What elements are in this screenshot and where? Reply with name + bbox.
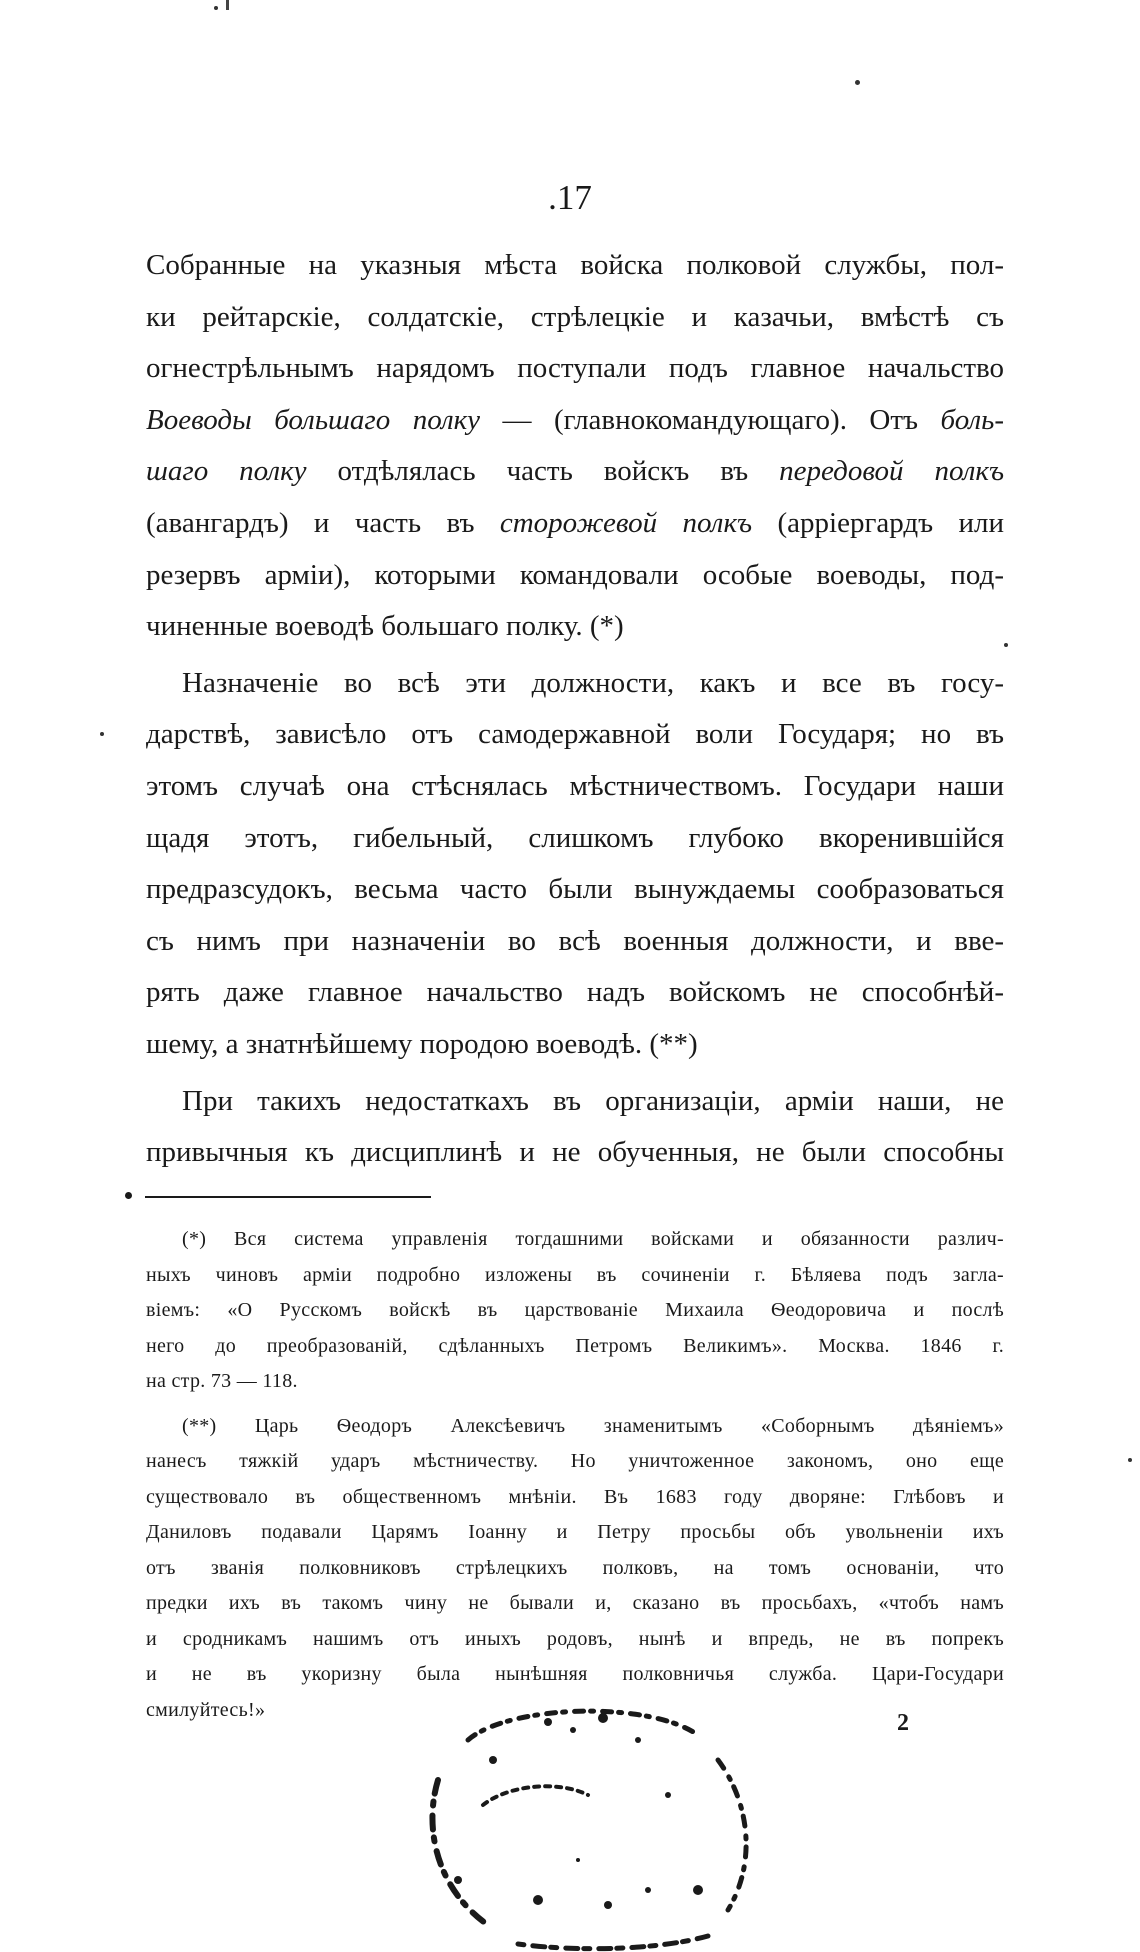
italic-phrase: шаго полку	[146, 455, 307, 488]
text-line: съ нимъ при назначеніи во всѣ военныя должности, и вве-	[146, 924, 1004, 957]
footnote-line: и сродникамъ нашимъ отъ иныхъ родовъ, нынѣ и впредь, не въ попрекъ	[146, 1627, 1004, 1650]
scan-speck	[855, 80, 860, 85]
text-line: При такихъ недостаткахъ въ организаціи, арміи наши, не	[182, 1084, 1004, 1117]
footnote-rule	[145, 1196, 431, 1198]
text-line: щадя этотъ, гибельный, слишкомъ глубоко вкоренившійся	[146, 821, 1004, 854]
footnote-rule-dot	[125, 1192, 132, 1199]
text-line: чиненные воеводѣ большаго полку. (*)	[146, 610, 624, 643]
scan-speck	[1128, 1458, 1132, 1462]
text-line: Собранные на указныя мѣста войска полковой службы, пол-	[146, 249, 1004, 281]
footnote-line: (**) Царь Ѳеодоръ Алексѣевичъ знаменитымъ «Соборнымъ дѣяніемъ»	[182, 1414, 1004, 1437]
footnotes	[146, 1222, 1004, 1728]
text-line: ки рейтарскіе, солдатскіе, стрѣлецкіе и казачьи, вмѣстѣ съ	[146, 300, 1004, 333]
main-text	[146, 240, 1004, 1179]
text-line: (авангардъ) и часть въ сторожевой полкъ (арріергардъ или	[146, 506, 1004, 539]
footnote-line: нанесъ тяжкій ударъ мѣстничеству. Но уничтоженное закономъ, оно еще	[146, 1450, 1004, 1472]
footnote-line: Даниловъ подавали Царямъ Іоанну и Петру просьбы объ увольненіи ихъ	[146, 1521, 1004, 1543]
text-line: Воеводы большаго полку — (главнокомандующаго). Отъ боль-	[146, 403, 1004, 436]
footnote-line: отъ званія полковниковъ стрѣлецкихъ полковъ, на томъ основаніи, что	[146, 1556, 1004, 1579]
scan-speck	[214, 6, 218, 10]
text-line: огнестрѣльнымъ нарядомъ поступали подъ главное начальство	[146, 352, 1004, 385]
italic-phrase: передовой полкъ	[779, 455, 1005, 488]
footnote-line: ныхъ чиновъ арміи подробно изложены въ сочиненіи г. Бѣляева подъ загла-	[146, 1263, 1004, 1286]
footnote-line: него до преобразованій, сдѣланныхъ Петромъ Великимъ». Москва. 1846 г.	[146, 1334, 1004, 1357]
footnote-line: предки ихъ въ такомъ чину не бывали и, сказано въ просьбахъ, «чтобъ намъ	[146, 1592, 1004, 1614]
library-stamp-icon	[398, 1700, 776, 1952]
page-edge-mark	[226, 0, 229, 10]
footnote-line: на стр. 73 — 118.	[146, 1370, 298, 1392]
page-number: .17	[548, 178, 592, 217]
footnote-line: (*) Вся система управленія тогдашними войсками и обязанности различ-	[182, 1228, 1004, 1250]
text-line: этомъ случаѣ она стѣснялась мѣстничествомъ. Государи наши	[146, 769, 1004, 802]
text-line: Назначеніе во всѣ эти должности, какъ и все въ госу-	[182, 666, 1004, 699]
scan-speck	[100, 732, 104, 736]
footnote-line: и не въ укоризну была нынѣшняя полковничья служба. Цари-Государи	[146, 1663, 1004, 1685]
scan-speck	[1004, 643, 1008, 647]
text-line: предразсудокъ, весьма часто были вынуждаемы сообразоваться	[146, 873, 1004, 906]
footnote-line: віемъ: «О Русскомъ войскѣ въ царствованіе Михаила Ѳеодоровича и послѣ	[146, 1299, 1004, 1321]
text-line: резервъ арміи), которыми командовали особые воеводы, под-	[146, 558, 1004, 591]
footnote-line: смилуйтесь!»	[146, 1698, 266, 1721]
text-line: шему, а знатнѣйшему породою воеводѣ. (**)	[146, 1027, 698, 1060]
italic-phrase: Воеводы большаго полку	[146, 403, 481, 436]
italic-phrase: боль-	[940, 403, 1004, 436]
sheet-number: 2	[897, 1710, 909, 1736]
text-line: рять даже главное начальство надъ войскомъ не способнѣй-	[146, 976, 1004, 1009]
italic-phrase: сторожевой полкъ	[499, 506, 753, 539]
footnote-line: существовало въ общественномъ мнѣніи. Въ 1683 году дворяне: Глѣбовъ и	[146, 1485, 1004, 1508]
text-line: шаго полку отдѣлялась часть войскъ въ передовой полкъ	[146, 455, 1005, 488]
text-line: дарствѣ, зависѣло отъ самодержавной воли Государя; но въ	[146, 718, 1004, 751]
text-line: привычныя къ дисциплинѣ и не обученныя, не были способны	[146, 1136, 1004, 1169]
